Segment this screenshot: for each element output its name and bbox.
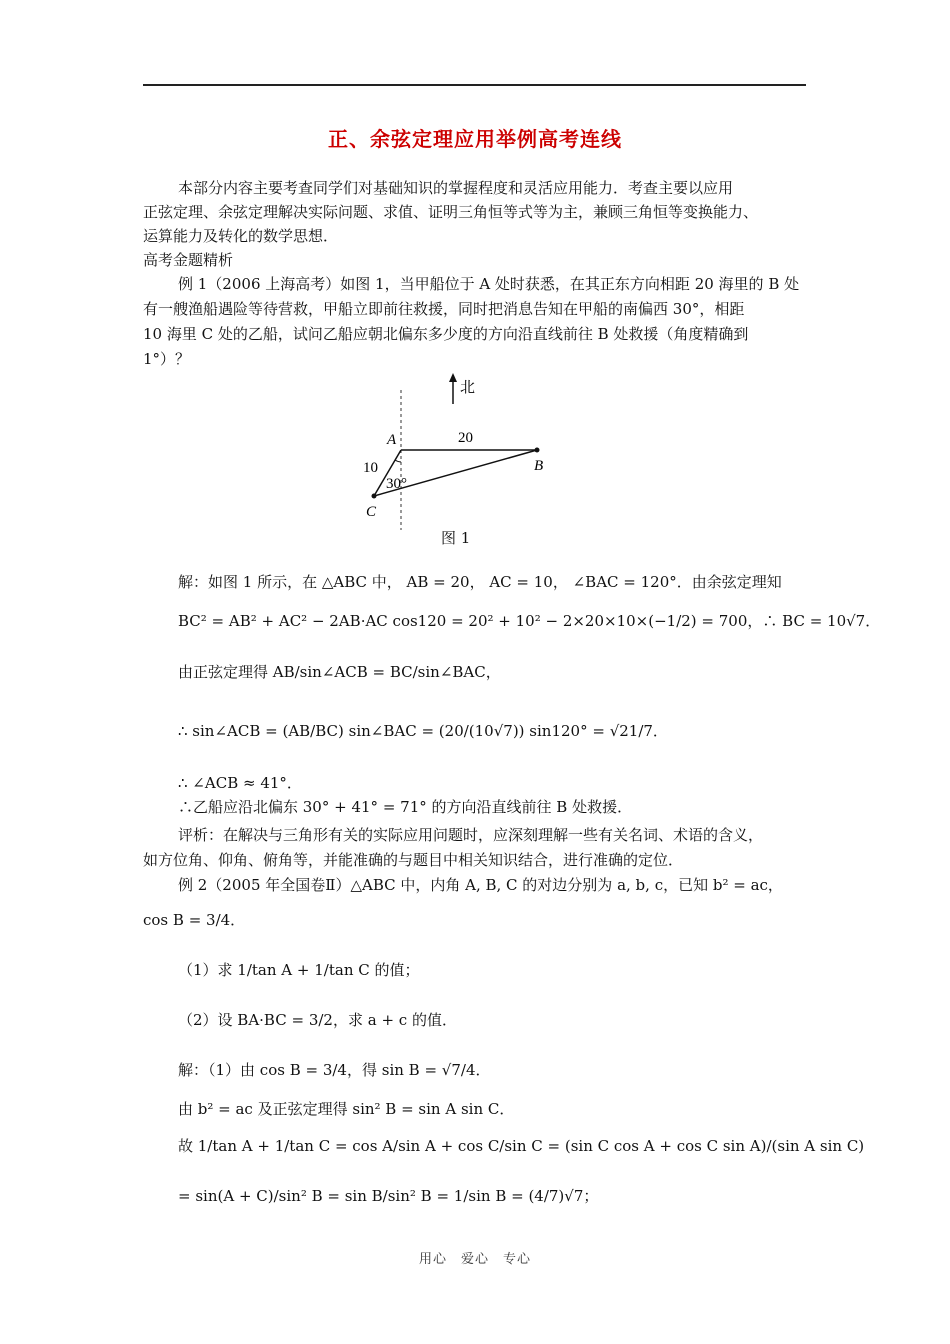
example2-line-1: 例 2（2005 年全国卷Ⅱ）△ABC 中，内角 A, B, C 的对边分别为 a, b, c，已知 b² = ac， [178, 876, 783, 894]
example1-line-1: 例 1（2006 上海高考）如图 1，当甲船位于 A 处时获悉，在其正东方向相距 20 海里的 B 处 [178, 275, 800, 293]
figure-caption: 图 1 [441, 529, 471, 547]
north-arrow-head [449, 373, 457, 382]
solution1-line-6: ∴乙船应沿北偏东 30° + 41° = 71° 的方向沿直线前往 B 处救援． [178, 798, 633, 816]
comment-line-1: 评析：在解决与三角形有关的实际应用问题时，应深刻理解一些有关名词、术语的含义， [178, 826, 764, 844]
solution1-line-2: BC² = AB² + AC² − 2AB·AC cos120 = 20² + 10² − 2×20×10×(−1/2) = 700，∴ BC = 10√7． [178, 612, 881, 630]
solution2-line-3: 故 1/tan A + 1/tan C = cos A/sin A + cos C/sin C = (sin C cos A + cos C sin A)/(sin A sin C) [178, 1137, 865, 1155]
solution1-line-1: 解：如图 1 所示，在 △ABC 中， AB = 20， AC = 10， ∠BAC = 120°．由余弦定理知 [178, 573, 782, 591]
intro-line-1: 本部分内容主要考查同学们对基础知识的掌握程度和灵活应用能力．考查主要以应用 [178, 179, 734, 197]
solution1-line-4: ∴ sin∠ACB = (AB/BC) sin∠BAC = (20/(10√7)) sin120° = √21/7． [178, 722, 668, 740]
label-A: A [387, 432, 397, 448]
header-rule [143, 84, 806, 86]
length-AB: 20 [458, 430, 473, 446]
example2-question-1: （1）求 1/tan A + 1/tan C 的值； [178, 961, 420, 979]
solution2-line-1: 解：（1）由 cos B = 3/4，得 sin B = √7/4． [178, 1061, 491, 1079]
solution1-line-5: ∴ ∠ACB ≈ 41°． [178, 774, 302, 792]
comment-line-2: 如方位角、仰角、俯角等，并能准确的与题目中相关知识结合，进行准确的定位． [143, 851, 684, 869]
example2-question-2: （2）设 BA·BC = 3/2，求 a + c 的值． [178, 1011, 457, 1029]
figure-1 [350, 368, 600, 548]
example1-line-2: 有一艘渔船遇险等待营救，甲船立即前往救援，同时把消息告知在甲船的南偏西 30°，相距 [143, 300, 745, 318]
solution2-line-4: = sin(A + C)/sin² B = sin B/sin² B = 1/sin B = (4/7)√7； [178, 1187, 599, 1205]
label-B: B [534, 458, 544, 474]
section-heading: 高考金题精析 [143, 251, 234, 269]
solution1-line-3: 由正弦定理得 AB/sin∠ACB = BC/sin∠BAC， [178, 663, 501, 681]
solution2-line-2: 由 b² = ac 及正弦定理得 sin² B = sin A sin C． [178, 1100, 515, 1118]
label-C: C [366, 504, 377, 520]
length-AC: 10 [363, 460, 378, 476]
point-C [372, 494, 377, 499]
intro-line-3: 运算能力及转化的数学思想． [143, 227, 339, 245]
page-footer: 用心 爱心 专心 [418, 1252, 531, 1267]
example2-line-2: cos B = 3/4． [143, 911, 246, 929]
example1-line-3: 10 海里 C 处的乙船，试问乙船应朝北偏东多少度的方向沿直线前往 B 处救援（角度精确到 [143, 325, 749, 343]
intro-line-2: 正弦定理、余弦定理解决实际问题、求值、证明三角恒等式等为主，兼顾三角恒等变换能力、 [143, 203, 759, 221]
page-title: 正、余弦定理应用举例高考连线 [328, 127, 622, 151]
angle-arc [395, 460, 401, 462]
angle-label: 30° [386, 476, 407, 492]
point-B [535, 448, 540, 453]
north-label: 北 [460, 380, 476, 396]
example1-line-4: 1°）？ [143, 350, 191, 368]
